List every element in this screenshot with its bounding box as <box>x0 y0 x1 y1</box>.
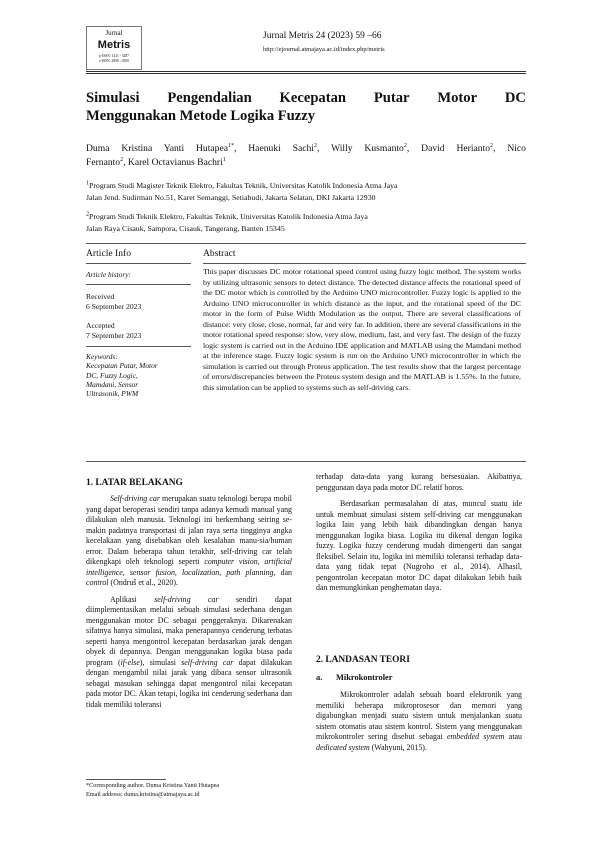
author-name: , David Herianto <box>406 143 491 154</box>
author-superscript: 2 <box>120 156 124 163</box>
footnote-email[interactable]: Email address: duma.kristina@atmajaya.ac.id <box>86 791 200 798</box>
right-column <box>316 472 522 600</box>
journal-reference: Jurnal Metris 24 (2023) 59 –66 <box>263 31 382 41</box>
italic-term: self-driving car <box>154 594 219 604</box>
author-name: Duma Kristina Yanti Hutapea <box>86 143 228 154</box>
paragraph: Berdasarkan permasalahan di atas, muncul suatu ide untuk membuat simulasi sistem self-driving car menggunakan logika lain yang lebih baik dibandingkan dengan hanya menggunakan logika biasa. Logika itu dikenal dengan logika fuzzy. Logika fuzzy cenderung mudah dimengerti dan sangat fleksibel. Selain itu, logika ini memiliki toleransi terhadap data-data yang tidak tepat (Nugroho et al., 2014). Alhasil, pengontrolan kecepatan motor DC dapat dilakukan lebih baik dan memungkinkan penghematan daya. <box>316 499 522 592</box>
author-line-1 <box>86 142 526 156</box>
italic-term: self-driving car <box>181 657 234 667</box>
italic-term: if-else <box>120 657 140 667</box>
keyword-line: Ultrasonik, PWM <box>86 389 139 399</box>
author-name: Fernanto <box>86 157 121 168</box>
italic-term: embedded system <box>447 732 505 741</box>
affiliation-text: Program Studi Teknik Elektro, Fakultas Teknik, Universitas Katolik Indonesia Atma Jaya <box>89 212 368 221</box>
accepted-label: Accepted <box>86 321 115 330</box>
author-name: , Nico <box>493 143 526 154</box>
italic-term: Self-driving car <box>110 494 160 503</box>
logo-pissn: p-ISSN: 1411 - 3287 <box>99 54 129 58</box>
author-name: , Willy Kusmanto <box>316 143 404 154</box>
left-column <box>86 494 292 716</box>
article-info-heading: Article Info <box>86 248 132 259</box>
footnote-rule <box>86 779 166 780</box>
author-name: , Haenuki Sachi <box>233 143 314 154</box>
affiliation-address: Jalan Jend. Sudirman No.51, Karet Semanggi, Setiabudi, Jakarta Selatan, DKI Jakarta 12930 <box>86 192 376 202</box>
paragraph: Self-driving car merupakan suatu teknologi berupa mobil yang dapat beroperasi sendiri tanpa adanya kemudi manual yang dilakukan oleh manusia. Teknologi ini berkembang seiring se-makin padatnya transportasi di jalan raya serta tingginya angka kecelakaan yang disebabkan oleh kesalahan manu-sia/human error. Dalam beberapa tahun terakhir, self-driving car telah dikengkapi oleh teknologi seperti computer vision, artificial intelligence, sensor fusion, localization, path planning, dan control (Ondruš et al., 2020). <box>86 494 293 587</box>
title-word: Kecepatan <box>279 90 347 106</box>
subsection-a-heading: Mikrokontroler <box>336 673 393 682</box>
abstract-heading: Abstract <box>203 248 236 259</box>
affiliation-text: Program Studi Magister Teknik Elektro, Fakultas Teknik, Universitas Katolik Indonesia Atma Jaya <box>89 181 398 190</box>
header-rule <box>86 71 526 72</box>
italic-term: computer vision, artificial intelligence, sensor fusion, localization, path planning <box>86 557 292 577</box>
history-rule <box>86 284 191 285</box>
keyword-line: Kecepatan Putar, Motor <box>86 361 158 371</box>
abstract-rule <box>203 263 526 264</box>
logo-metris-text: Metris <box>97 39 131 51</box>
affiliation-2 <box>86 211 526 234</box>
author-superscript: 1 <box>222 156 226 163</box>
author-superscript: 2 <box>313 142 317 149</box>
italic-term: control <box>86 578 109 587</box>
affiliation-address: Jalan Raya Cisauk, Sampora, Cisauk, Tangerang, Banten 15345 <box>86 223 285 233</box>
accepted-date: 7 September 2023 <box>86 331 142 340</box>
keyword-line: Mamdani, Sensor <box>86 379 139 389</box>
author-line-2 <box>86 156 526 170</box>
author-superscript: 2 <box>403 142 407 149</box>
title-word: Motor <box>437 90 478 106</box>
title-word: Pengendalian <box>167 90 252 106</box>
journal-url[interactable]: http://ejournal.atmajaya.ac.id/index.php/metris <box>263 46 385 53</box>
paragraph: terhadap data-data yang kurang bersesuaian. Akibatnya, penggunaan daya pada motor DC relatif boros. <box>316 472 522 492</box>
info-top-rule <box>86 243 526 244</box>
paragraph: Mikrokontroler adalah sebuah board elektronik yang memiliki beberapa mikroprosesor dan memori yang digabungkan menjadi suatu sistem untuk menjalankan suatu sistem otomatis atau sistem kontrol. Sistem yang menggunakan mikrokontroler sering disebut sebagai embedded system atau dedicated system (Wahyuni, 2015). <box>316 690 522 752</box>
abstract-text: This paper discusses DC motor rotational speed control using fuzzy logic method. The system works by utilizing ultrasonic sensors to detect distance. The detected distance affects the rotational speed of the DC motor which is controlled by the Arduino UNO microcontroller. Fuzzy logic is applied to the Arduino UNO microcontroller in which distance as the input, and the rotational speed of the DC motor in the form of Pulse Width Modulation as the output. There are several classifications of distance: very close, close, normal, far and very far. In addition, there are several classifications in the motor rotational speed response: slow, very slow, medium, fast, and very fast. The design of the fuzzy logic system is carried out in the Arduino IDE application and MATLAB using the Mamdani method at the inference stage. Fuzzy logic system is run on the Arduino UNO microcontroller in which the simulation is carried out through Proteus application. The test results show that the largest percentage of errors/discrepancies between the Proteus system design and the MATLAB is 1.55%. In the future, this simulation can be applied to systems such as self-driving cars. <box>203 267 521 392</box>
info-bottom-rule <box>86 461 526 462</box>
author-superscript: 1* <box>227 142 234 149</box>
section-2-body <box>316 690 522 759</box>
affiliation-1 <box>86 180 526 203</box>
author-name: , Karel Octavianus Bachri <box>123 157 223 168</box>
title-word: DC <box>504 90 526 106</box>
subsection-a-label: a. <box>316 673 323 682</box>
received-date: 6 September 2023 <box>86 302 142 311</box>
article-history-label: Article history: <box>86 270 131 279</box>
title-line-2: Menggunakan Metode Logika Fuzzy <box>86 108 316 124</box>
author-list <box>86 142 526 170</box>
italic-term: dedicated system <box>316 742 370 752</box>
section-2-heading: 2. LANDASAN TEORI <box>316 655 410 665</box>
affiliation-number: 1 <box>86 180 89 187</box>
keywords-rule <box>86 346 191 347</box>
keywords-label: Keywords: <box>86 352 118 361</box>
received-label: Received <box>86 292 115 301</box>
logo-eissn: e-ISSN: 2808 - 4500 <box>99 59 129 63</box>
title-word: Putar <box>373 90 410 106</box>
affiliation-number: 2 <box>86 211 89 218</box>
journal-logo <box>86 26 142 70</box>
footnote-corresponding: *Corresponding author. Duma Kristina Yanti Hutapea <box>86 782 220 789</box>
section-1-heading: 1. LATAR BELAKANG <box>86 478 183 488</box>
author-superscript: 2 <box>490 142 494 149</box>
header-rule-secondary <box>86 73 526 74</box>
paper-title <box>86 89 526 125</box>
article-info-rule <box>86 263 191 264</box>
logo-jurnal-text: Jurnal <box>105 29 123 37</box>
keyword-line: DC, Fuzzy Logic, <box>86 370 138 380</box>
title-word: Simulasi <box>86 90 140 106</box>
keywords-block <box>86 352 196 398</box>
paragraph: Aplikasi self-driving car sendiri dapat diimplementasikan melalui sebuah simulasi sederhana dengan menggunakan motor DC sebagai penggeraknya. Dikarenakan sifatnya hanya simulasi, maka penerapannya cenderung terbatas seperti hanya mengontrol kecepatan berdasarkan jarak dengan obyek di depannya. Dengan menggunakan logika biasa pada program (if-else), simulasi self-driving car dapat dilakukan dengan mengambil nilai jarak yang dibaca sensor ultrasonik sebagai masukan sehingga dapat mengontrol nilai kecepatan pada motor DC. Akan tetapi, logika ini cenderung sederhana dan tidak memiliki toleransi <box>86 594 293 709</box>
title-line-1 <box>86 89 526 107</box>
